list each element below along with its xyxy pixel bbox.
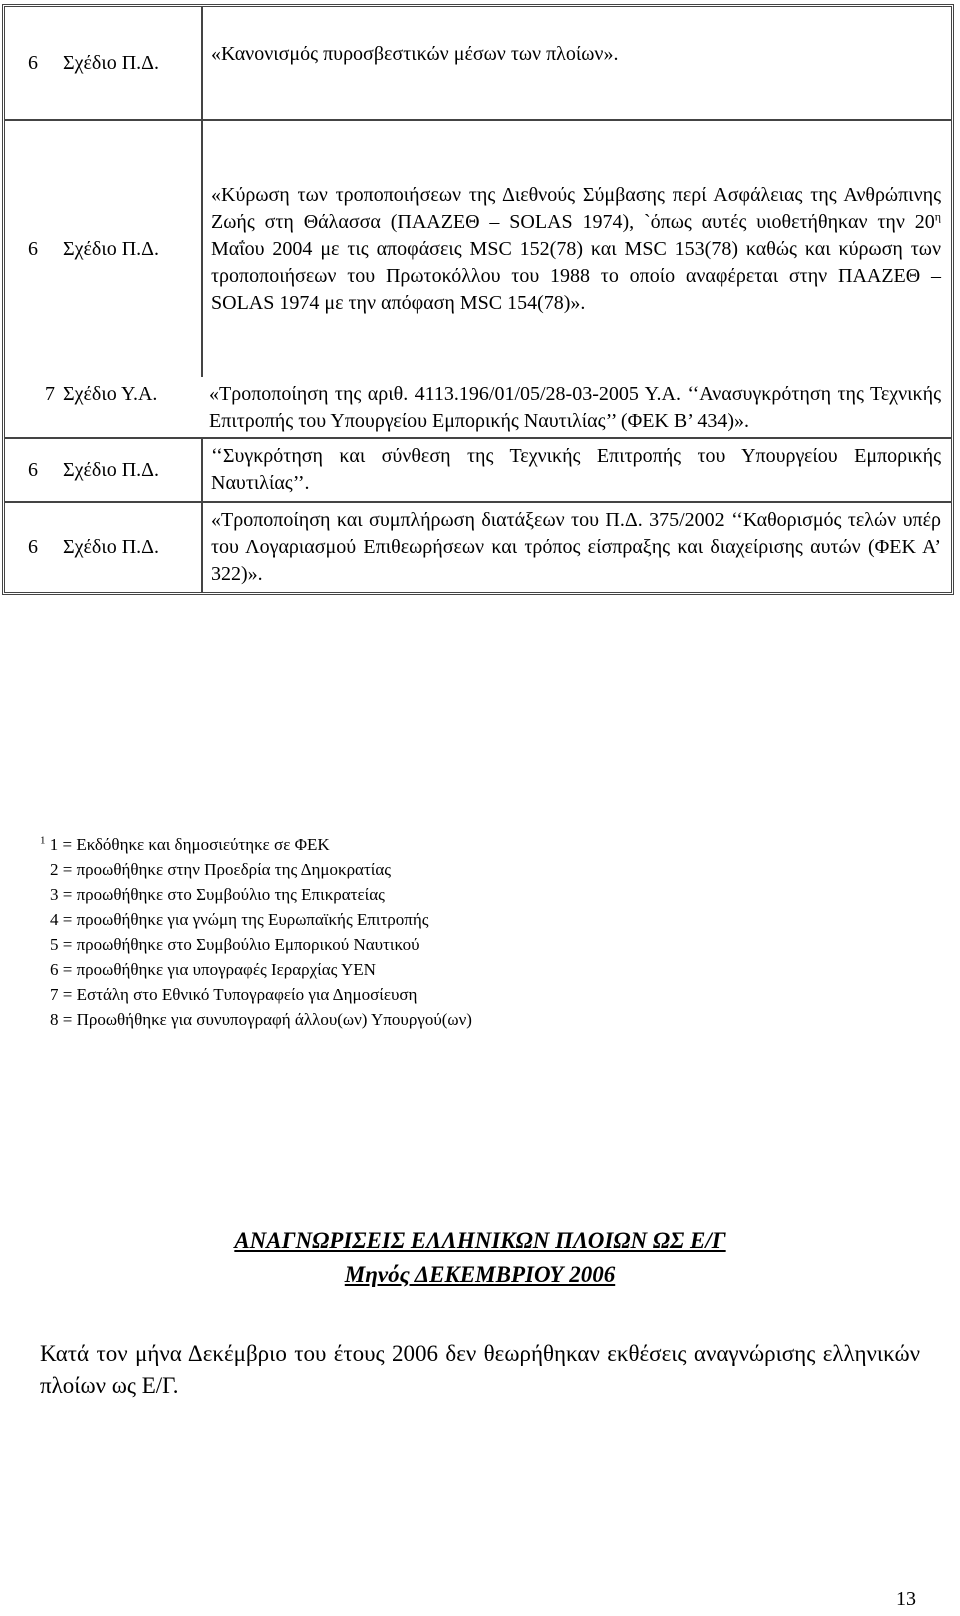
footnote-item: 5 = προωθήθηκε στο Συμβούλιο Εμπορικού Ναυτικού xyxy=(50,935,420,954)
section-heading: ΑΝΑΓΝΩΡΙΣΕΙΣ ΕΛΛΗΝΙΚΩΝ ΠΛΟΙΩΝ ΩΣ Ε/Γ xyxy=(234,1228,726,1253)
table-row xyxy=(5,501,951,592)
table-row xyxy=(5,437,951,501)
footnote-item: 4 = προωθήθηκε για γνώμη της Ευρωπαϊκής Επιτροπής xyxy=(50,910,429,929)
document-type: Σχέδιο Π.Δ. xyxy=(61,119,201,377)
status-number: 6 xyxy=(5,501,61,592)
document-title-part: «Κύρωση των τροποποιήσεων της Διεθνούς Σύμβασης περί Ασφάλειας της Ανθρώπινης Ζωής στη Θάλασσα (ΠΑΑΖΕΘ – SOLAS 1974), `όπως αυτές υιοθετήθηκαν την 20 xyxy=(211,183,941,233)
document-title: «Τροποποίηση και συμπλήρωση διατάξεων του Π.Δ. 375/2002 ‘‘Καθορισμός τελών υπέρ του Λογαριασμού Επιθεωρήσεων και τρόπος είσπραξης και διαχείρισης αυτών (ΦΕΚ Α’ 322)». xyxy=(201,501,951,592)
footnote-item: 6 = προωθήθηκε για υπογραφές Ιεραρχίας ΥΕΝ xyxy=(50,960,376,979)
section-subheading: Μηνός ΔΕΚΕΜΒΡΙΟΥ 2006 xyxy=(344,1262,616,1287)
footnote-marker: 1 xyxy=(40,834,46,847)
document-title: «Τροποποίηση της αριθ. 4113.196/01/05/28-03-2005 Υ.Α. ‘‘Ανασυγκρότηση της Τεχνικής Επιτροπής του Υπουργείου Εμπορικής Ναυτιλίας’’ (ΦΕΚ Β’ 434)». xyxy=(209,383,941,432)
status-number: 6 xyxy=(5,437,61,501)
footnote-item: 8 = Προωθήθηκε για συνυπογραφή άλλου(ων) Υπουργού(ων) xyxy=(50,1010,472,1029)
table-row xyxy=(5,377,951,437)
document-title xyxy=(201,119,951,377)
decisions-table xyxy=(2,4,954,595)
footnote-item: 2 = προωθήθηκε στην Προεδρία της Δημοκρατίας xyxy=(50,860,392,879)
page-number: 13 xyxy=(896,1588,916,1610)
body-paragraph: Κατά τον μήνα Δεκέμβριο του έτους 2006 δεν θεωρήθηκαν εκθέσεις αναγνώρισης ελληνικών πλοίων ως Ε/Γ. xyxy=(40,1341,920,1398)
footnote-item: $^1$ 1 = Εκδόθηκε και δημοσιεύτηκε σε ΦΕΚ xyxy=(40,834,330,854)
table-row xyxy=(5,7,951,119)
footnote xyxy=(40,832,472,1032)
ordinal-superscript: η xyxy=(934,208,941,223)
document-type: Σχέδιο Π.Δ. xyxy=(61,501,201,592)
document-title: «Κανονισμός πυροσβεστικών μέσων των πλοίων». xyxy=(201,7,951,119)
footnote-item: 3 = προωθήθηκε στο Συμβούλιο της Επικρατείας xyxy=(50,885,385,904)
status-number: 6 xyxy=(28,51,38,74)
document-type: Σχέδιο Υ.Α. xyxy=(63,383,158,405)
document-title-part: Μαΐου 2004 με τις αποφάσεις MSC 152(78) και MSC 153(78) καθώς και κύρωση των τροποποιήσεων του Πρωτοκόλλου του 1988 το οποίο αναφέρεται στην ΠΑΑΖΕΘ – SOLAS 1974 με την απόφαση MSC 154(78)». xyxy=(211,237,941,314)
document-type: Σχέδιο Π.Δ. xyxy=(63,51,160,74)
status-number: 6 xyxy=(5,119,61,377)
document-title: ‘‘Συγκρότηση και σύνθεση της Τεχνικής Επιτροπής του Υπουργείου Εμπορικής Ναυτιλίας’’. xyxy=(201,437,951,501)
status-number: 7 xyxy=(45,383,55,405)
footnote-item: 7 = Εστάλη στο Εθνικό Τυπογραφείο για Δημοσίευση xyxy=(50,985,418,1004)
document-type: Σχέδιο Π.Δ. xyxy=(61,437,201,501)
table-row xyxy=(5,119,951,377)
